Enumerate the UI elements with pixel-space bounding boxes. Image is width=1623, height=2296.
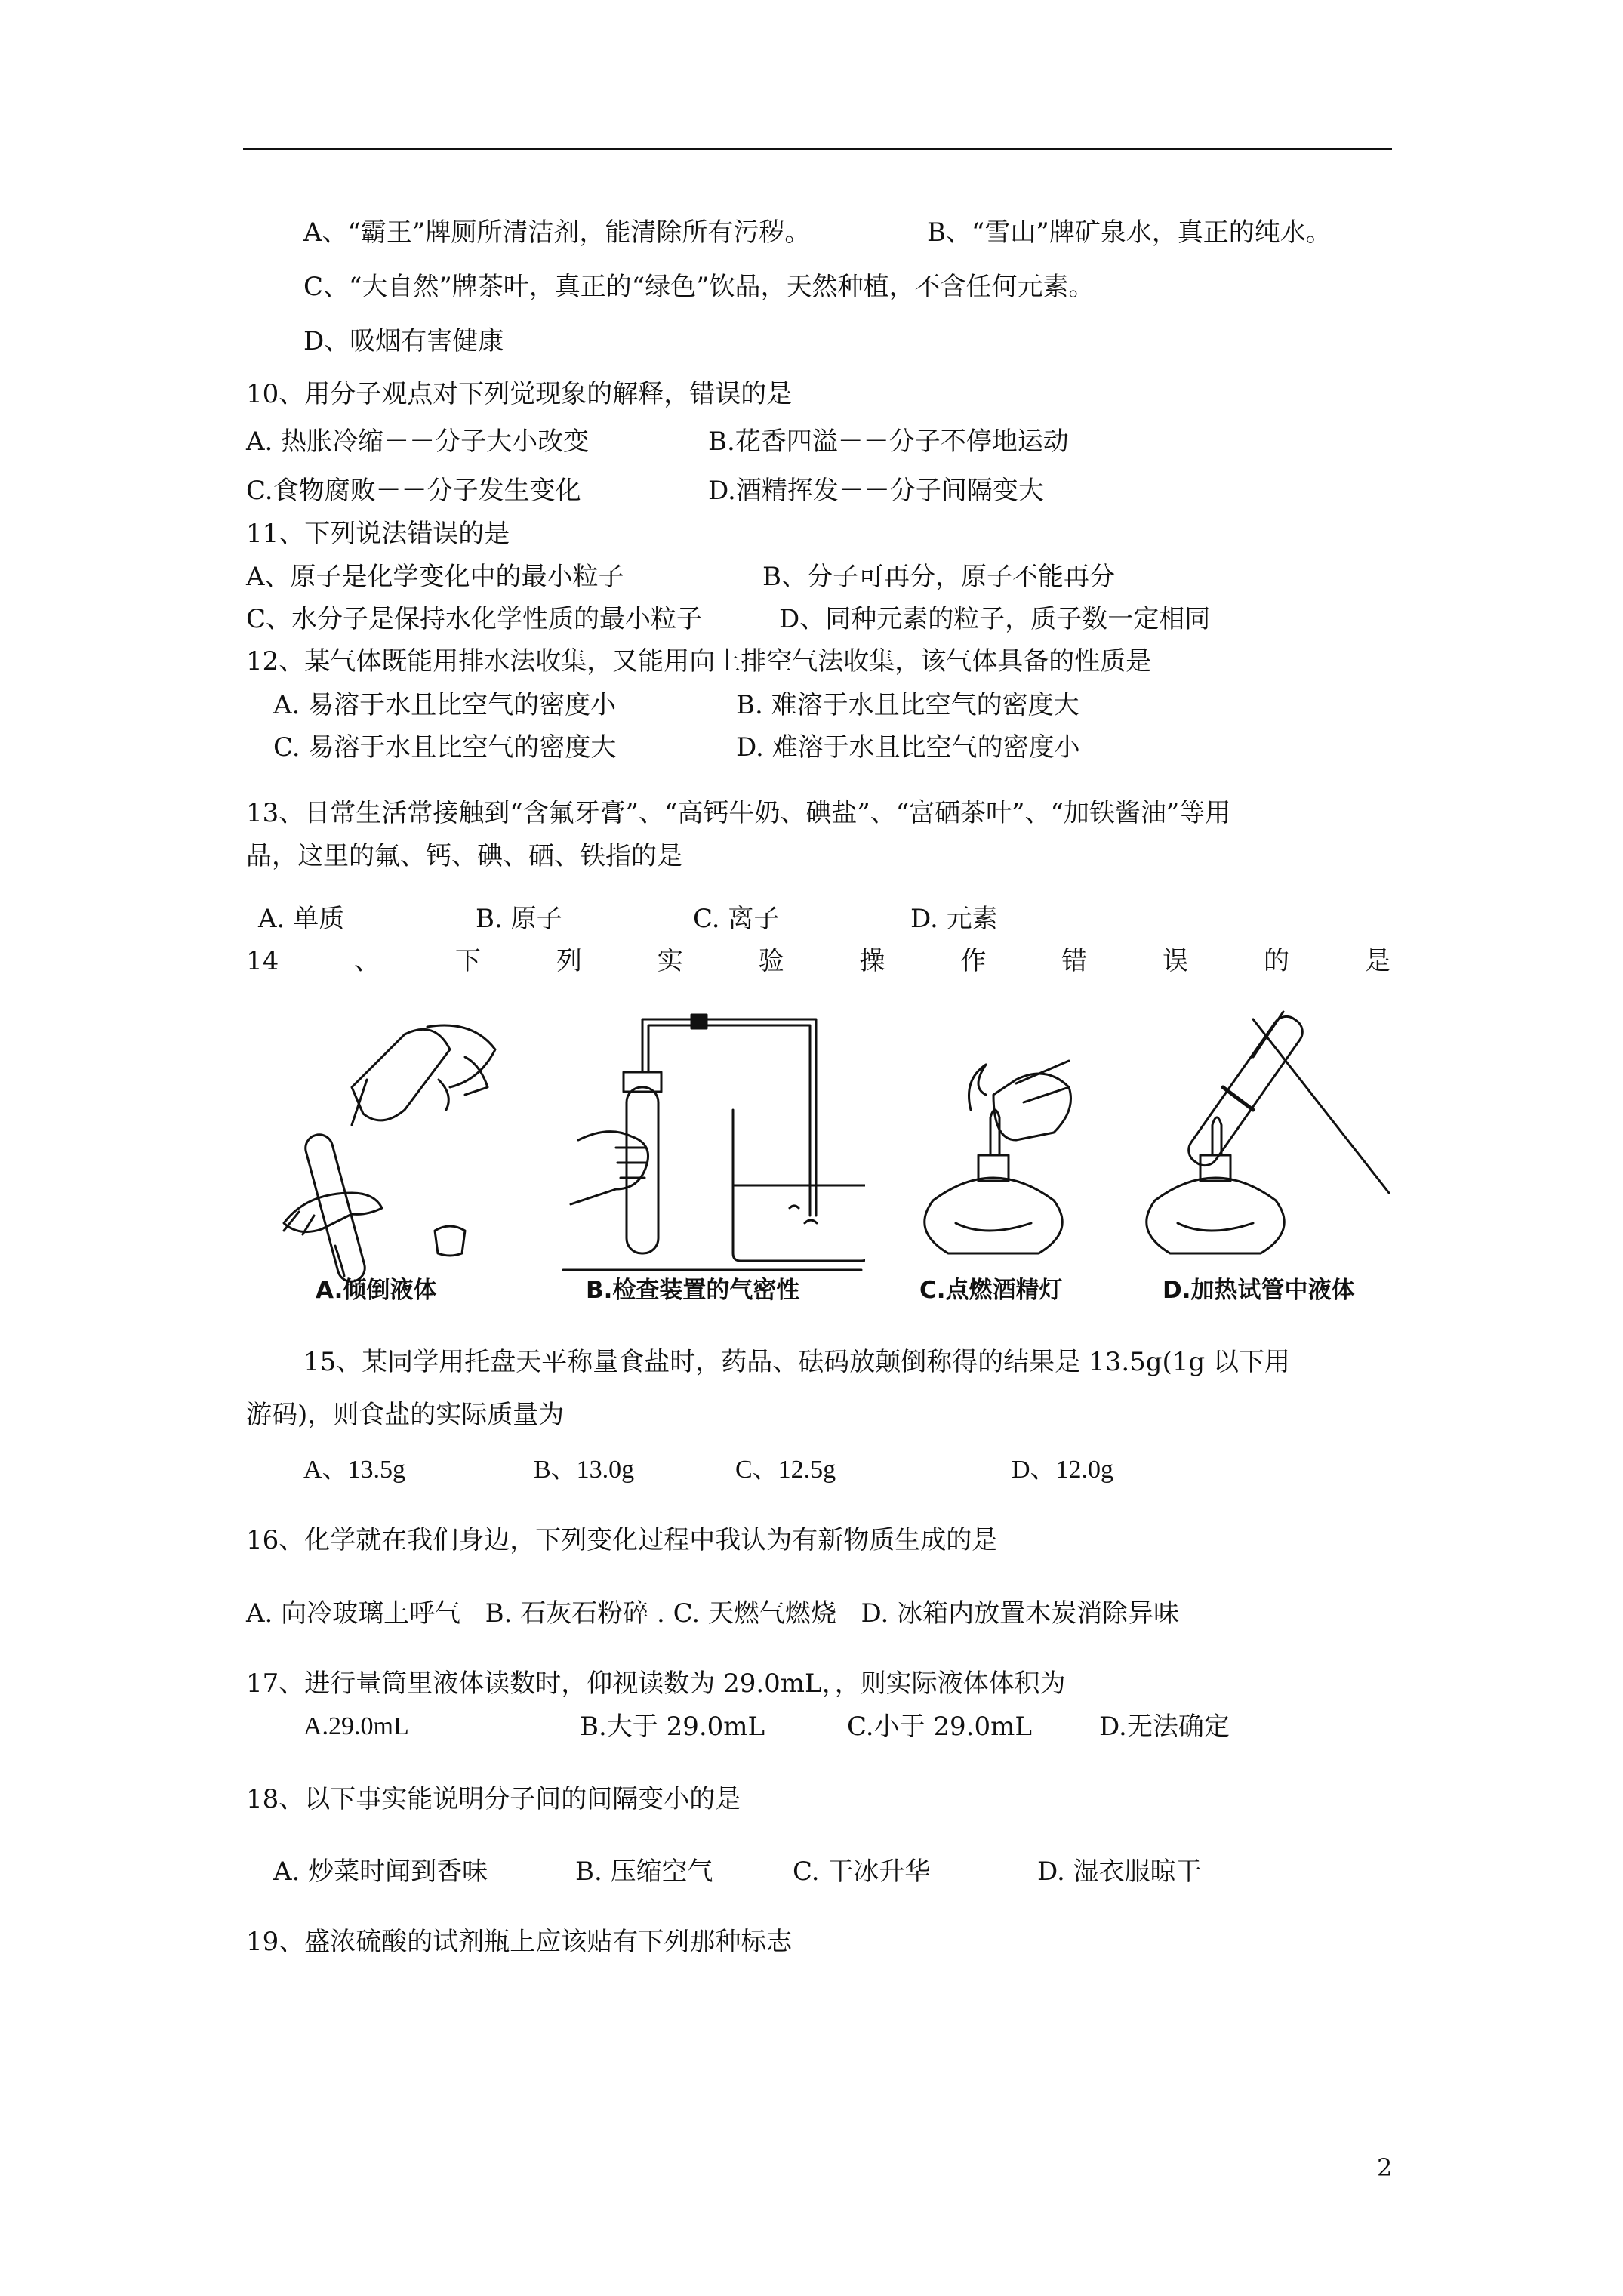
q18-option-b: B. 压缩空气: [575, 1857, 713, 1887]
q12-option-d: D. 难溶于水且比空气的密度小: [736, 732, 1080, 763]
q17-option-c: C.小于 29.0mL: [847, 1712, 1032, 1742]
q16-options: A. 向冷玻璃上呼气 B. 石灰石粉碎 . C. 天燃气燃烧 D. 冰箱内放置木炭消除异味: [246, 1598, 1180, 1629]
figure-caption-b: B.检查装置的气密性: [586, 1277, 800, 1304]
figure-caption-a: A.倾倒液体: [316, 1277, 437, 1304]
q11-option-b: B、分子可再分，原子不能再分: [762, 562, 1115, 592]
question-18: 18、以下事实能说明分子间的间隔变小的是: [246, 1784, 741, 1814]
question-10: 10、用分子观点对下列觉现象的解释，错误的是: [246, 379, 793, 409]
q10-option-b: B.花香四溢－－分子不停地运动: [708, 427, 1069, 457]
q18-option-a: A. 炒菜时闻到香味: [273, 1857, 488, 1887]
q18-option-c: C. 干冰升华: [793, 1857, 931, 1887]
q11-option-a: A、原子是化学变化中的最小粒子: [246, 562, 624, 592]
q11-option-d: D、同种元素的粒子，质子数一定相同: [779, 604, 1211, 634]
option-line: D、吸烟有害健康: [303, 326, 504, 356]
figure-caption-c: C.点燃酒精灯: [919, 1277, 1063, 1304]
q13-option-a: A. 单质: [258, 904, 345, 934]
question-15-cont: 游码)，则食盐的实际质量为: [246, 1400, 565, 1430]
q10-option-c: C.食物腐败－－分子发生变化: [246, 476, 581, 506]
q17-option-d: D.无法确定: [1099, 1712, 1230, 1742]
q13-option-d: D. 元素: [910, 904, 998, 934]
q13-option-c: C. 离子: [693, 904, 780, 934]
q12-option-a: A. 易溶于水且比空气的密度小: [273, 690, 617, 720]
page-number: 2: [1377, 2153, 1393, 2182]
q13-option-b: B. 原子: [476, 904, 562, 934]
question-14: 14 、 下 列 实 验 操 作 错 误 的 是: [246, 946, 1390, 976]
q12-option-c: C. 易溶于水且比空气的密度大: [273, 732, 617, 763]
question-13: 13、日常生活常接触到“含氟牙膏”、“高钙牛奶、碘盐”、“富硒茶叶”、“加铁酱油”等用: [246, 798, 1231, 828]
q15-option-a: A、13.5g: [303, 1456, 406, 1484]
question-16: 16、化学就在我们身边，下列变化过程中我认为有新物质生成的是: [246, 1525, 998, 1555]
question-13-cont: 品，这里的氟、钙、碘、硒、铁指的是: [246, 841, 682, 871]
q12-option-b: B. 难溶于水且比空气的密度大: [736, 690, 1079, 720]
q15-option-b: B、13.0g: [534, 1456, 635, 1484]
option-line: A、“霸王”牌厕所清洁剂，能清除所有污秽。: [303, 217, 811, 248]
heating-test-tube-figure: [1132, 997, 1404, 1314]
header-rule: [243, 148, 1392, 150]
q15-option-d: D、12.0g: [1012, 1456, 1114, 1484]
question-11: 11、下列说法错误的是: [246, 519, 510, 549]
q18-option-d: D. 湿衣服晾干: [1037, 1857, 1202, 1887]
pouring-liquid-figure: [254, 997, 548, 1314]
option-line: B、“雪山”牌矿泉水，真正的纯水。: [927, 217, 1332, 248]
question-17: 17、进行量筒里液体读数时，仰视读数为 29.0mL，，则实际液体体积为: [246, 1669, 1066, 1699]
q10-option-d: D.酒精挥发－－分子间隔变大: [708, 476, 1044, 506]
question-12: 12、某气体既能用排水法收集，又能用向上排空气法收集，该气体具备的性质是: [246, 646, 1152, 676]
q10-option-a: A. 热胀冷缩－－分子大小改变: [246, 427, 590, 457]
option-line: C、“大自然”牌茶叶，真正的“绿色”饮品，天然种植，不含任何元素。: [303, 272, 1095, 302]
q15-option-c: C、12.5g: [735, 1456, 836, 1484]
q17-option-b: B.大于 29.0mL: [580, 1712, 765, 1742]
q11-option-c: C、水分子是保持水化学性质的最小粒子: [246, 604, 703, 634]
q17-option-a: A.29.0mL: [303, 1712, 409, 1740]
question-19: 19、盛浓硫酸的试剂瓶上应该贴有下列那种标志: [246, 1927, 793, 1957]
figure-caption-d: D.加热试管中液体: [1163, 1277, 1355, 1304]
lighting-alcohol-lamp-figure: [903, 997, 1129, 1314]
airtightness-check-figure: [548, 997, 865, 1314]
question-15: 15、某同学用托盘天平称量食盐时，药品、砝码放颠倒称得的结果是 13.5g(1g 以下用: [303, 1347, 1291, 1377]
